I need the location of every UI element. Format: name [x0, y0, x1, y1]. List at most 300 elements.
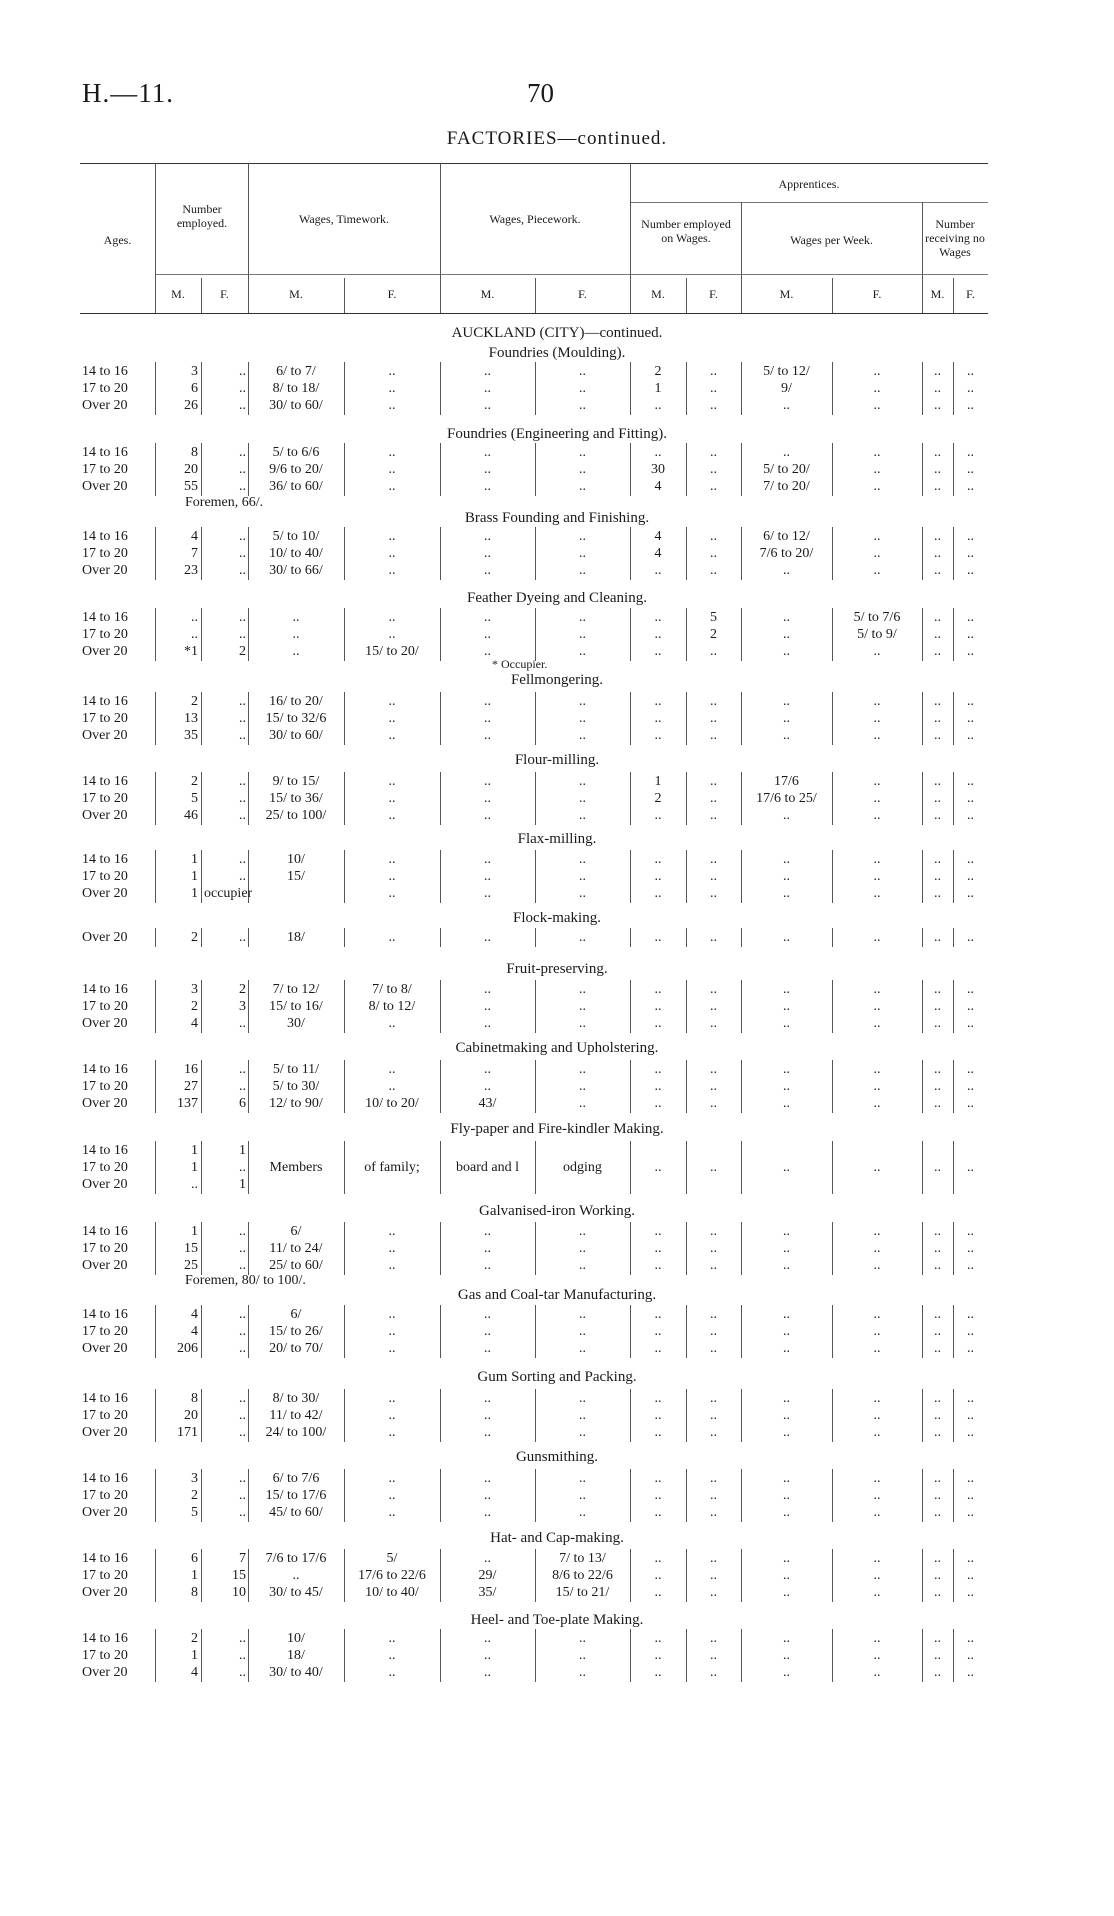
cell-appr-m: .. [654, 1665, 662, 1680]
cell-apwage-f: .. [873, 381, 881, 396]
cell-nowage-m: .. [934, 1391, 941, 1406]
cell-appr-m: .. [654, 1568, 662, 1583]
cell-emp-m: 1 [191, 1648, 198, 1663]
cell-piece-m: .. [484, 398, 491, 413]
cell-apwage-f: .. [873, 479, 881, 494]
cell-emp-f: .. [239, 774, 246, 789]
cell-apwage-m: .. [783, 1079, 790, 1094]
cell-time-f: 8/ to 12/ [368, 999, 416, 1014]
cell-nowage-f: .. [967, 1391, 974, 1406]
cell-time-f: of family; [364, 1160, 420, 1175]
cell-piece-f: .. [579, 728, 586, 743]
cell-emp-m: 2 [191, 694, 198, 709]
cell-piece-f: .. [579, 1224, 586, 1239]
cell-emp-f: .. [239, 398, 246, 413]
cell-nowage-f: .. [967, 1568, 974, 1583]
cell-apwage-f: .. [873, 546, 881, 561]
cell-piece-m: .. [484, 610, 491, 625]
cell-apwage-m: 9/ [781, 381, 792, 396]
cell-nowage-m: .. [934, 852, 941, 867]
cell-emp-f: .. [239, 1079, 246, 1094]
cell-appr-f: .. [710, 869, 717, 884]
cell-nowage-f: .. [967, 1160, 974, 1175]
header-f: F. [966, 287, 975, 301]
header-appr-wages-per-week: Wages per Week. [790, 233, 873, 247]
cell-piece-f: .. [579, 999, 586, 1014]
cell-piece-f: 15/ to 21/ [555, 1585, 610, 1600]
cell-nowage-f: .. [967, 791, 974, 806]
cell-nowage-f: .. [967, 1062, 974, 1077]
cell-appr-f: .. [710, 445, 717, 460]
table-row [0, 444, 1114, 461]
cell-time-f: .. [388, 364, 396, 379]
cell-time-f: .. [388, 462, 396, 477]
cell-time-f: .. [388, 1341, 396, 1356]
cell-apwage-f: .. [873, 1062, 881, 1077]
cell-time-m: 10/ to 40/ [269, 546, 323, 561]
cell-appr-m: .. [654, 1408, 662, 1423]
cell-piece-f: .. [579, 808, 586, 823]
table-row [0, 998, 1114, 1015]
cell-piece-f: .. [579, 791, 586, 806]
table-row [0, 562, 1114, 579]
cell-nowage-f: .. [967, 546, 974, 561]
footnote: * Occupier. [492, 657, 548, 671]
cell-piece-m: .. [484, 1307, 491, 1322]
cell-time-m: 18/ [287, 930, 305, 945]
cell-piece-m: .. [484, 627, 491, 642]
cell-appr-f: .. [710, 1631, 717, 1646]
cell-nowage-m: .. [934, 1551, 941, 1566]
cell-piece-m: .. [484, 852, 491, 867]
cell-emp-f: .. [239, 1631, 246, 1646]
cell-piece-f: .. [579, 398, 586, 413]
cell-appr-f: .. [710, 381, 717, 396]
cell-time-m: 15/ to 32/6 [265, 711, 327, 726]
cell-apwage-f: .. [873, 711, 881, 726]
table-row [0, 885, 1114, 902]
cell-time-m: 6/ [290, 1224, 302, 1239]
cell-emp-m: 4 [191, 1307, 198, 1322]
cell-appr-m: .. [654, 1062, 662, 1077]
cell-time-f: .. [388, 1241, 396, 1256]
footnote: Foremen, 66/. [185, 495, 264, 510]
cell-apwage-m: .. [783, 1648, 790, 1663]
cell-nowage-m: .. [934, 728, 941, 743]
cell-piece-f: .. [579, 1631, 586, 1646]
cell-time-m: 10/ [287, 1631, 305, 1646]
cell-piece-m: .. [484, 1241, 491, 1256]
cell-time-f: .. [388, 1224, 396, 1239]
table-row [0, 1078, 1114, 1095]
cell-appr-f: .. [710, 1062, 717, 1077]
table-row [0, 1015, 1114, 1032]
cell-apwage-m: 6/ to 12/ [763, 529, 810, 544]
cell-appr-f: .. [710, 1585, 717, 1600]
cell-emp-f: .. [239, 1505, 246, 1520]
cell-appr-f: .. [710, 1648, 717, 1663]
cell-apwage-m: .. [783, 644, 790, 659]
cell-ages: 14 to 16 [82, 1471, 128, 1486]
cell-piece-f: .. [579, 1488, 586, 1503]
cell-emp-f: 7 [239, 1551, 246, 1566]
cell-appr-m: .. [654, 1258, 662, 1273]
cell-ages: 17 to 20 [82, 1488, 128, 1503]
header-f: F. [578, 287, 587, 301]
cell-apwage-f: .. [873, 791, 881, 806]
cell-apwage-m: .. [783, 610, 790, 625]
cell-nowage-f: .. [967, 999, 974, 1014]
cell-ages: 14 to 16 [82, 694, 128, 709]
cell-appr-f: .. [710, 1160, 717, 1175]
cell-piece-m: .. [484, 1551, 491, 1566]
section-title: Gum Sorting and Packing. [477, 1369, 637, 1385]
cell-emp-m: 8 [191, 1585, 198, 1600]
cell-apwage-m: 7/6 to 20/ [759, 546, 814, 561]
cell-ages: 14 to 16 [82, 1307, 128, 1322]
cell-nowage-m: .. [934, 445, 941, 460]
cell-appr-m: 2 [654, 791, 662, 806]
cell-nowage-f: .. [967, 852, 974, 867]
cell-piece-f: .. [579, 563, 586, 578]
cell-time-m: 30/ [287, 1016, 305, 1031]
cell-time-f: .. [388, 1324, 396, 1339]
cell-time-m: 15/ to 26/ [269, 1324, 323, 1339]
cell-nowage-m: .. [934, 1505, 941, 1520]
cell-ages: 14 to 16 [82, 529, 128, 544]
cell-emp-f: .. [239, 852, 246, 867]
cell-emp-m: 4 [191, 1016, 198, 1031]
cell-appr-f: .. [710, 1258, 717, 1273]
cell-ages: 17 to 20 [82, 1408, 128, 1423]
cell-apwage-m: .. [783, 1631, 790, 1646]
cell-apwage-m: 5/ to 12/ [763, 364, 810, 379]
cell-ages: 17 to 20 [82, 1160, 128, 1175]
cell-apwage-m: 5/ to 20/ [763, 462, 810, 477]
cell-emp-f: .. [239, 610, 246, 625]
cell-appr-m: .. [654, 728, 662, 743]
cell-nowage-m: .. [934, 791, 941, 806]
cell-apwage-f: .. [873, 1551, 881, 1566]
cell-apwage-m: .. [783, 852, 790, 867]
cell-piece-m: .. [484, 869, 491, 884]
cell-emp-f: .. [239, 364, 246, 379]
cell-piece-m: .. [484, 644, 491, 659]
table-row [0, 1504, 1114, 1521]
cell-ages: 14 to 16 [82, 1551, 128, 1566]
cell-appr-f: .. [710, 1341, 717, 1356]
cell-piece-f: .. [579, 1062, 586, 1077]
cell-piece-m: board and l [456, 1160, 519, 1175]
cell-emp-f: .. [239, 808, 246, 823]
cell-nowage-m: .. [934, 462, 941, 477]
cell-emp-m: 4 [191, 1324, 198, 1339]
cell-piece-f: .. [579, 1307, 586, 1322]
section-title: Galvanised-iron Working. [479, 1203, 635, 1219]
cell-apwage-m: 17/6 to 25/ [756, 791, 817, 806]
cell-emp-f: .. [239, 930, 246, 945]
table-row [0, 478, 1114, 495]
cell-emp-f: .. [239, 1241, 246, 1256]
cell-nowage-m: .. [934, 999, 941, 1014]
cell-appr-m: .. [654, 1307, 662, 1322]
section-title: Fly-paper and Fire-kindler Making. [450, 1121, 664, 1137]
cell-nowage-m: .. [934, 1425, 941, 1440]
cell-piece-f: 7/ to 13/ [559, 1551, 606, 1566]
cell-apwage-f: .. [873, 1391, 881, 1406]
table-row [0, 1306, 1114, 1323]
cell-apwage-f: .. [873, 529, 881, 544]
cell-emp-m: 2 [191, 999, 198, 1014]
cell-emp-f: 6 [239, 1096, 246, 1111]
cell-emp-f: occupier [204, 886, 253, 901]
cell-nowage-f: .. [967, 711, 974, 726]
cell-ages: Over 20 [82, 644, 128, 659]
cell-time-m: .. [292, 627, 300, 642]
cell-time-m: 36/ to 60/ [269, 479, 323, 494]
cell-emp-m: 27 [184, 1079, 198, 1094]
cell-apwage-f: .. [873, 1016, 881, 1031]
cell-time-f: .. [388, 1079, 396, 1094]
cell-apwage-f: .. [873, 728, 881, 743]
cell-emp-m: 20 [184, 1408, 198, 1423]
cell-appr-f: .. [710, 1568, 717, 1583]
cell-ages: 17 to 20 [82, 1324, 128, 1339]
cell-appr-m: .. [654, 869, 662, 884]
cell-appr-m: 4 [654, 479, 662, 494]
cell-apwage-f: .. [873, 1258, 881, 1273]
apprentices-rule [630, 202, 988, 203]
cell-time-m: 15/ to 17/6 [265, 1488, 327, 1503]
cell-emp-m: 8 [191, 445, 198, 460]
cell-time-m: 30/ to 40/ [269, 1665, 323, 1680]
cell-time-f: .. [388, 1471, 396, 1486]
cell-time-f: .. [388, 381, 396, 396]
cell-piece-f: .. [579, 479, 586, 494]
cell-piece-m: .. [484, 982, 491, 997]
table-row [0, 851, 1114, 868]
cell-emp-f: .. [239, 1324, 246, 1339]
cell-apwage-f: .. [873, 644, 881, 659]
header-f: F. [709, 287, 718, 301]
cell-emp-m: 26 [184, 398, 198, 413]
cell-ages: 14 to 16 [82, 982, 128, 997]
cell-appr-f: .. [710, 886, 717, 901]
cell-apwage-f: .. [873, 886, 881, 901]
cell-piece-f: .. [579, 627, 586, 642]
cell-appr-f: .. [710, 711, 717, 726]
cell-emp-f: 1 [239, 1177, 246, 1192]
cell-appr-m: .. [654, 1391, 662, 1406]
table-row [0, 981, 1114, 998]
cell-time-f: .. [388, 791, 396, 806]
cell-time-f: .. [388, 1408, 396, 1423]
subheader-rule [155, 274, 988, 275]
cell-apwage-m: .. [783, 1551, 790, 1566]
cell-piece-m: .. [484, 1631, 491, 1646]
cell-appr-m: .. [654, 1079, 662, 1094]
cell-emp-m: 25 [184, 1258, 198, 1273]
cell-ages: 17 to 20 [82, 711, 128, 726]
cell-ages: Over 20 [82, 1341, 128, 1356]
cell-apwage-f: .. [873, 1241, 881, 1256]
cell-piece-m: .. [484, 886, 491, 901]
cell-piece-f: .. [579, 774, 586, 789]
cell-time-m: .. [292, 644, 300, 659]
cell-appr-m: .. [654, 610, 662, 625]
cell-time-f: .. [388, 852, 396, 867]
cell-emp-f: .. [239, 1224, 246, 1239]
cell-piece-m: .. [484, 1488, 491, 1503]
cell-apwage-f: .. [873, 1631, 881, 1646]
cell-piece-m: .. [484, 1324, 491, 1339]
cell-appr-f: .. [710, 462, 717, 477]
cell-ages: 17 to 20 [82, 1648, 128, 1663]
cell-ages: Over 20 [82, 1425, 128, 1440]
cell-time-f: .. [388, 728, 396, 743]
section-title: Fellmongering. [510, 672, 604, 688]
section-title: Foundries (Moulding). [488, 345, 626, 361]
page-title: FACTORIES—continued. [446, 128, 668, 149]
cell-emp-f: .. [239, 1408, 246, 1423]
cell-time-f: .. [388, 627, 396, 642]
cell-nowage-m: .. [934, 1665, 941, 1680]
cell-time-f: .. [388, 886, 396, 901]
cell-nowage-m: .. [934, 610, 941, 625]
cell-emp-f: .. [239, 479, 246, 494]
cell-piece-m: .. [484, 1079, 491, 1094]
cell-emp-f: .. [239, 1471, 246, 1486]
cell-apwage-m: .. [783, 1224, 790, 1239]
cell-piece-m: .. [484, 364, 491, 379]
cell-nowage-m: .. [934, 930, 941, 945]
cell-time-f: 10/ to 40/ [365, 1585, 419, 1600]
cell-time-m: 16/ to 20/ [269, 694, 323, 709]
cell-emp-f: .. [239, 445, 246, 460]
header-ages: Ages. [103, 233, 132, 247]
cell-appr-f: 2 [710, 627, 717, 642]
cell-piece-f: .. [579, 1505, 586, 1520]
cell-emp-f: .. [239, 381, 246, 396]
cell-piece-f: .. [579, 381, 586, 396]
cell-emp-m: 171 [177, 1425, 198, 1440]
cell-apwage-f: .. [873, 1307, 881, 1322]
cell-apwage-m: .. [783, 999, 790, 1014]
table-row [0, 1567, 1114, 1584]
cell-appr-f: .. [710, 529, 717, 544]
cell-appr-f: .. [710, 479, 717, 494]
cell-appr-m: .. [654, 694, 662, 709]
cell-ages: Over 20 [82, 479, 128, 494]
cell-appr-m: .. [654, 852, 662, 867]
cell-nowage-m: .. [934, 886, 941, 901]
cell-emp-m: .. [191, 627, 198, 642]
cell-nowage-m: .. [934, 1258, 941, 1273]
cell-nowage-f: .. [967, 1307, 974, 1322]
cell-apwage-m: .. [783, 1258, 790, 1273]
cell-piece-f: .. [579, 1341, 586, 1356]
cell-nowage-m: .. [934, 381, 941, 396]
header-m: M. [480, 287, 495, 301]
cell-nowage-f: .. [967, 1665, 974, 1680]
cell-piece-f: .. [579, 1016, 586, 1031]
cell-piece-f: .. [579, 1258, 586, 1273]
cell-apwage-f: .. [873, 364, 881, 379]
header-f: F. [387, 287, 397, 301]
table-row [0, 1176, 1114, 1193]
cell-appr-f: .. [710, 1241, 717, 1256]
cell-apwage-f: .. [873, 1408, 881, 1423]
cell-apwage-f: .. [873, 852, 881, 867]
cell-appr-m: .. [654, 711, 662, 726]
cell-nowage-m: .. [934, 1631, 941, 1646]
cell-appr-f: .. [710, 728, 717, 743]
cell-piece-m: .. [484, 774, 491, 789]
cell-time-m: 12/ to 90/ [269, 1096, 323, 1111]
section-title: Flock-making. [513, 910, 601, 926]
cell-appr-m: .. [654, 808, 662, 823]
header-m: M. [171, 287, 185, 301]
cell-piece-f: .. [579, 1391, 586, 1406]
cell-piece-m: 43/ [478, 1096, 497, 1111]
cell-ages: Over 20 [82, 1258, 128, 1273]
cell-apwage-f: .. [873, 563, 881, 578]
cell-piece-m: .. [484, 1425, 491, 1440]
header-apprentices: Apprentices. [778, 177, 840, 191]
cell-ages: Over 20 [82, 886, 128, 901]
cell-apwage-f: .. [873, 1079, 881, 1094]
cell-appr-m: .. [654, 982, 662, 997]
cell-piece-f: .. [579, 982, 586, 997]
cell-piece-f: .. [579, 1648, 586, 1663]
cell-piece-m: .. [484, 1062, 491, 1077]
cell-emp-m: 15 [184, 1241, 198, 1256]
table-row [0, 1159, 1114, 1176]
cell-emp-m: 1 [191, 869, 198, 884]
cell-piece-f: .. [579, 711, 586, 726]
cell-nowage-m: .. [934, 774, 941, 789]
cell-emp-f: .. [239, 1016, 246, 1031]
cell-apwage-m: .. [783, 1408, 790, 1423]
cell-apwage-m: .. [783, 398, 790, 413]
cell-emp-f: .. [239, 1648, 246, 1663]
cell-appr-f: .. [710, 1425, 717, 1440]
table-row [0, 1061, 1114, 1078]
cell-appr-m: .. [654, 1241, 662, 1256]
cell-time-f: .. [388, 1391, 396, 1406]
table-row [0, 397, 1114, 414]
cell-piece-m: .. [484, 1224, 491, 1239]
cell-time-m: 30/ to 60/ [269, 398, 323, 413]
cell-piece-m: .. [484, 694, 491, 709]
cell-nowage-f: .. [967, 1551, 974, 1566]
cell-time-m: Members [269, 1160, 323, 1175]
table-row [0, 1470, 1114, 1487]
cell-time-m: 9/ to 15/ [272, 774, 320, 789]
cell-piece-m: .. [484, 563, 491, 578]
section-title: Heel- and Toe-plate Making. [470, 1612, 644, 1628]
cell-apwage-m: .. [783, 1488, 790, 1503]
cell-nowage-f: .. [967, 644, 974, 659]
cell-time-m: 8/ to 18/ [272, 381, 320, 396]
cell-emp-f: .. [239, 1160, 246, 1175]
table-row [0, 1664, 1114, 1681]
cell-time-f: .. [388, 808, 396, 823]
cell-emp-m: 3 [191, 982, 198, 997]
cell-appr-m: .. [654, 445, 662, 460]
cell-piece-f: .. [579, 1241, 586, 1256]
header-number-employed: Number employed. [176, 202, 228, 230]
